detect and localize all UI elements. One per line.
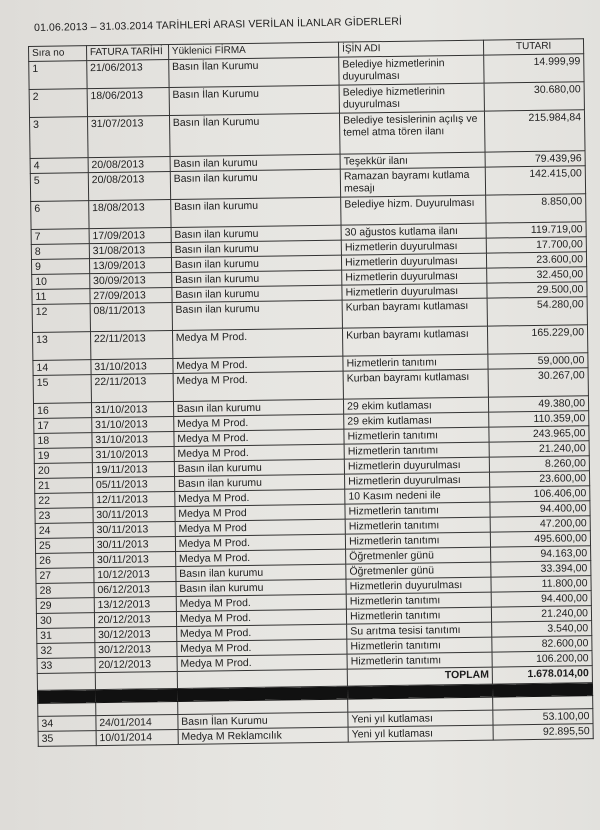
invoice-date: 12/11/2013 [93, 491, 175, 507]
invoice-date: 10/01/2014 [96, 729, 178, 745]
invoice-date: 20/12/2013 [94, 611, 176, 627]
document-title: 01.06.2013 – 31.03.2014 TARİHLERİ ARASI VERİLAN İLANLAR GİDERLERİ [34, 15, 403, 34]
job-name: Belediye hizm. Duyurulması [341, 195, 486, 225]
job-name: 29 ekim kutlaması [344, 397, 489, 414]
job-name: 10 Kasım nedeni ile [345, 487, 490, 504]
invoice-date: 30/11/2013 [93, 521, 175, 537]
row-number: 20 [34, 463, 92, 479]
contractor-name: Basın ilan kurumu [176, 564, 346, 581]
contractor-name: Basın ilan kurumu [171, 270, 341, 287]
amount: 21.240,00 [489, 441, 589, 457]
row-number: 4 [30, 158, 88, 174]
job-name: Belediye tesislerinin açılış ve temel atma tören ilanı [340, 111, 486, 154]
row-number: 14 [33, 360, 91, 376]
invoice-date: 31/10/2013 [92, 432, 174, 448]
job-name: Hizmetlerin duyurulması [344, 457, 489, 474]
contractor-name: Medya M Prod. [174, 429, 344, 446]
row-number: 19 [34, 448, 92, 464]
job-name: Hizmetlerin tanıtımı [343, 354, 488, 371]
invoice-date: 30/11/2013 [93, 551, 175, 567]
amount: 23.600,00 [490, 471, 590, 487]
row-number: 16 [33, 403, 91, 419]
header-tarih: FATURA TARİHİ [86, 45, 168, 61]
contractor-name: Medya M Prod. [173, 356, 343, 373]
invoice-date: 06/12/2013 [94, 581, 176, 597]
amount: 33.394,00 [491, 561, 591, 577]
contractor-name: Medya M Prod [175, 519, 345, 536]
amount: 215.984,84 [485, 110, 585, 152]
row-number: 23 [35, 508, 93, 524]
invoice-date: 20/08/2013 [88, 172, 170, 201]
contractor-name: Medya M Prod. [176, 594, 346, 611]
header-sira: Sıra no [29, 46, 87, 62]
job-name: Hizmetlerin tanıtımı [346, 592, 491, 609]
amount: 30.680,00 [484, 82, 584, 111]
row-number: 22 [35, 493, 93, 509]
contractor-name: Basın ilan kurumu [173, 399, 343, 416]
contractor-name: Medya M Prod. [173, 371, 344, 401]
invoice-date: 31/07/2013 [87, 116, 170, 158]
table-body [29, 54, 592, 674]
invoice-date: 31/10/2013 [91, 359, 173, 375]
row-number: 35 [38, 731, 96, 747]
job-name: Öğretmenler günü [346, 562, 491, 579]
job-name: Kurban bayramı kutlaması [343, 326, 488, 356]
expense-table [28, 38, 594, 747]
invoice-date: 13/12/2013 [94, 596, 176, 612]
header-firma: Yüklenici FİRMA [168, 42, 338, 59]
row-number: 10 [32, 274, 90, 290]
contractor-name: Medya M Prod. [176, 609, 346, 626]
invoice-date: 30/11/2013 [93, 506, 175, 522]
amount: 106.406,00 [490, 486, 590, 502]
amount: 11.800,00 [491, 576, 591, 592]
amount: 82.600,00 [492, 636, 592, 652]
job-name: Hizmetlerin tanıtımı [344, 427, 489, 444]
amount: 165.229,00 [488, 325, 588, 354]
job-name: Hizmetlerin duyurulması [342, 268, 487, 285]
invoice-date: 30/11/2013 [93, 536, 175, 552]
invoice-date: 18/06/2013 [87, 88, 169, 117]
amount: 79.439,96 [485, 151, 585, 167]
row-number: 27 [36, 568, 94, 584]
row-number: 32 [37, 643, 95, 659]
invoice-date: 31/08/2013 [89, 243, 171, 259]
row-number: 13 [33, 332, 91, 361]
invoice-date: 30/09/2013 [89, 273, 171, 289]
job-name: Hizmetlerin duyurulması [346, 577, 491, 594]
contractor-name: Medya M Prod. [172, 328, 343, 358]
job-name: Hizmetlerin tanıtımı [344, 442, 489, 459]
contractor-name: Medya M Prod. [174, 444, 344, 461]
row-number: 25 [35, 538, 93, 554]
amount: 23.600,00 [487, 252, 587, 268]
amount: 59,000,00 [488, 353, 588, 369]
row-number: 5 [30, 173, 88, 202]
row-number: 33 [37, 658, 95, 674]
amount: 142.415,00 [485, 166, 585, 195]
contractor-name: Basın İlan Kurumu [169, 113, 340, 156]
row-number: 21 [35, 478, 93, 494]
invoice-date: 05/11/2013 [92, 476, 174, 492]
amount: 17.700,00 [486, 237, 586, 253]
row-number: 17 [34, 418, 92, 434]
amount: 29.500,00 [487, 282, 587, 298]
job-name: Hizmetlerin tanıtımı [347, 637, 492, 654]
contractor-name: Medya M Prod. [175, 489, 345, 506]
job-name: 29 ekim kutlaması [344, 412, 489, 429]
job-name: Kurban bayramı kutlaması [343, 369, 488, 399]
row-number: 24 [35, 523, 93, 539]
amount: 495.600,00 [490, 531, 590, 547]
contractor-name: Medya M Prod. [176, 624, 346, 641]
row-number: 7 [31, 229, 89, 245]
amount: 32.450,00 [487, 267, 587, 283]
contractor-name: Basın İlan Kurumu [178, 712, 348, 729]
row-number: 30 [36, 613, 94, 629]
invoice-date: 22/11/2013 [91, 374, 173, 403]
job-name: Kurban bayramı kutlaması [342, 298, 487, 328]
contractor-name: Basın ilan kurumu [170, 154, 340, 171]
row-number: 3 [29, 117, 87, 159]
contractor-name: Basın ilan kurumu [176, 579, 346, 596]
amount: 94.400,00 [490, 501, 590, 517]
contractor-name: Medya M Prod. [173, 414, 343, 431]
invoice-date: 31/10/2013 [92, 447, 174, 463]
job-name: Hizmetlerin duyurulması [342, 283, 487, 300]
row-number: 12 [32, 304, 90, 333]
row-number: 18 [34, 433, 92, 449]
row-number: 15 [33, 375, 91, 404]
invoice-date: 19/11/2013 [92, 462, 174, 478]
header-is: İŞİN ADI [339, 40, 484, 57]
invoice-date: 21/06/2013 [87, 60, 169, 89]
job-name: 30 ağustos kutlama ilanı [341, 223, 486, 240]
invoice-date: 13/09/2013 [89, 258, 171, 274]
job-name: Su arıtma tesisi tanıtımı [347, 622, 492, 639]
job-name: Belediye hizmetlerinin duyurulması [339, 83, 484, 113]
amount: 8.850,00 [486, 194, 586, 223]
amount: 53.100,00 [493, 709, 593, 725]
invoice-date: 10/12/2013 [94, 566, 176, 582]
row-number: 2 [29, 89, 87, 118]
contractor-name: Basın ilan kurumu [170, 197, 341, 227]
contractor-name: Medya M Prod. [175, 549, 345, 566]
invoice-date: 20/08/2013 [88, 157, 170, 173]
amount: 243.965,00 [489, 426, 589, 442]
amount: 30.267,00 [488, 368, 588, 397]
amount: 110.359,00 [489, 411, 589, 427]
invoice-date: 30/12/2013 [94, 626, 176, 642]
job-name: Teşekkür ilanı [340, 152, 485, 169]
amount: 14.999,99 [484, 54, 584, 83]
contractor-name: Medya M Prod [175, 504, 345, 521]
row-number: 34 [38, 716, 96, 732]
contractor-name: Basın ilan kurumu [171, 255, 341, 272]
invoice-date: 31/10/2013 [92, 417, 174, 433]
amount: 106.200,00 [492, 651, 592, 667]
job-name: Hizmetlerin duyurulması [341, 238, 486, 255]
invoice-date: 08/11/2013 [90, 303, 172, 332]
amount: 21.240,00 [492, 606, 592, 622]
row-number: 11 [32, 289, 90, 305]
amount: 47.200,00 [490, 516, 590, 532]
job-name: Ramazan bayramı kutlama mesajı [340, 167, 485, 197]
job-name: Öğretmenler günü [346, 547, 491, 564]
amount: 94.163,00 [491, 546, 591, 562]
contractor-name: Basın ilan kurumu [174, 459, 344, 476]
row-number: 9 [31, 259, 89, 275]
contractor-name: Basın İlan Kurumu [169, 85, 340, 115]
job-name: Hizmetlerin tanıtımı [345, 532, 490, 549]
row-number: 28 [36, 583, 94, 599]
invoice-date: 20/12/2013 [95, 656, 177, 672]
row-number: 29 [36, 598, 94, 614]
header-tutar: TUTARI [484, 39, 584, 55]
invoice-date: 17/09/2013 [89, 228, 171, 244]
contractor-name: Basın ilan kurumu [172, 300, 343, 330]
row-number: 31 [37, 628, 95, 644]
invoice-date: 31/10/2013 [91, 402, 173, 418]
total-label: TOPLAM [347, 667, 492, 686]
amount: 94.400,00 [491, 591, 591, 607]
job-name: Hizmetlerin tanıtımı [345, 517, 490, 534]
contractor-name: Basın ilan kurumu [174, 474, 344, 491]
invoice-date: 22/11/2013 [90, 331, 172, 360]
job-name: Hizmetlerin tanıtımı [347, 652, 492, 669]
total-amount: 1.678.014,00 [492, 666, 592, 684]
contractor-name: Medya M Prod. [175, 534, 345, 551]
contractor-name: Medya M Prod. [177, 639, 347, 656]
job-name: Belediye hizmetlerinin duyurulması [339, 55, 484, 85]
contractor-name: Basın ilan kurumu [172, 285, 342, 302]
contractor-name: Medya M Reklamcılık [178, 727, 348, 744]
extra-table-body [38, 709, 593, 747]
amount: 49.380,00 [489, 396, 589, 412]
contractor-name: Basın ilan kurumu [171, 240, 341, 257]
invoice-date: 18/08/2013 [88, 200, 170, 229]
row-number: 1 [29, 61, 87, 90]
invoice-date: 27/09/2013 [90, 288, 172, 304]
amount: 119.719,00 [486, 222, 586, 238]
invoice-date: 24/01/2014 [96, 714, 178, 730]
job-name: Hizmetlerin tanıtımı [346, 607, 491, 624]
row-number: 6 [31, 201, 89, 230]
row-number: 8 [31, 244, 89, 260]
amount: 3.540,00 [492, 621, 592, 637]
contractor-name: Basın ilan kurumu [171, 225, 341, 242]
row-number: 26 [36, 553, 94, 569]
amount: 92.895,50 [493, 724, 593, 740]
amount: 8.260,00 [489, 456, 589, 472]
job-name: Hizmetlerin tanıtımı [345, 502, 490, 519]
job-name: Hizmetlerin duyurulması [342, 253, 487, 270]
contractor-name: Basın İlan Kurumu [168, 57, 339, 87]
amount: 54.280,00 [487, 297, 587, 326]
contractor-name: Medya M Prod. [177, 654, 347, 671]
invoice-date: 30/12/2013 [95, 641, 177, 657]
job-name: Yeni yıl kutlaması [348, 725, 493, 742]
job-name: Hizmetlerin duyurulması [345, 472, 490, 489]
contractor-name: Basın ilan kurumu [170, 169, 341, 199]
job-name: Yeni yıl kutlaması [348, 710, 493, 727]
